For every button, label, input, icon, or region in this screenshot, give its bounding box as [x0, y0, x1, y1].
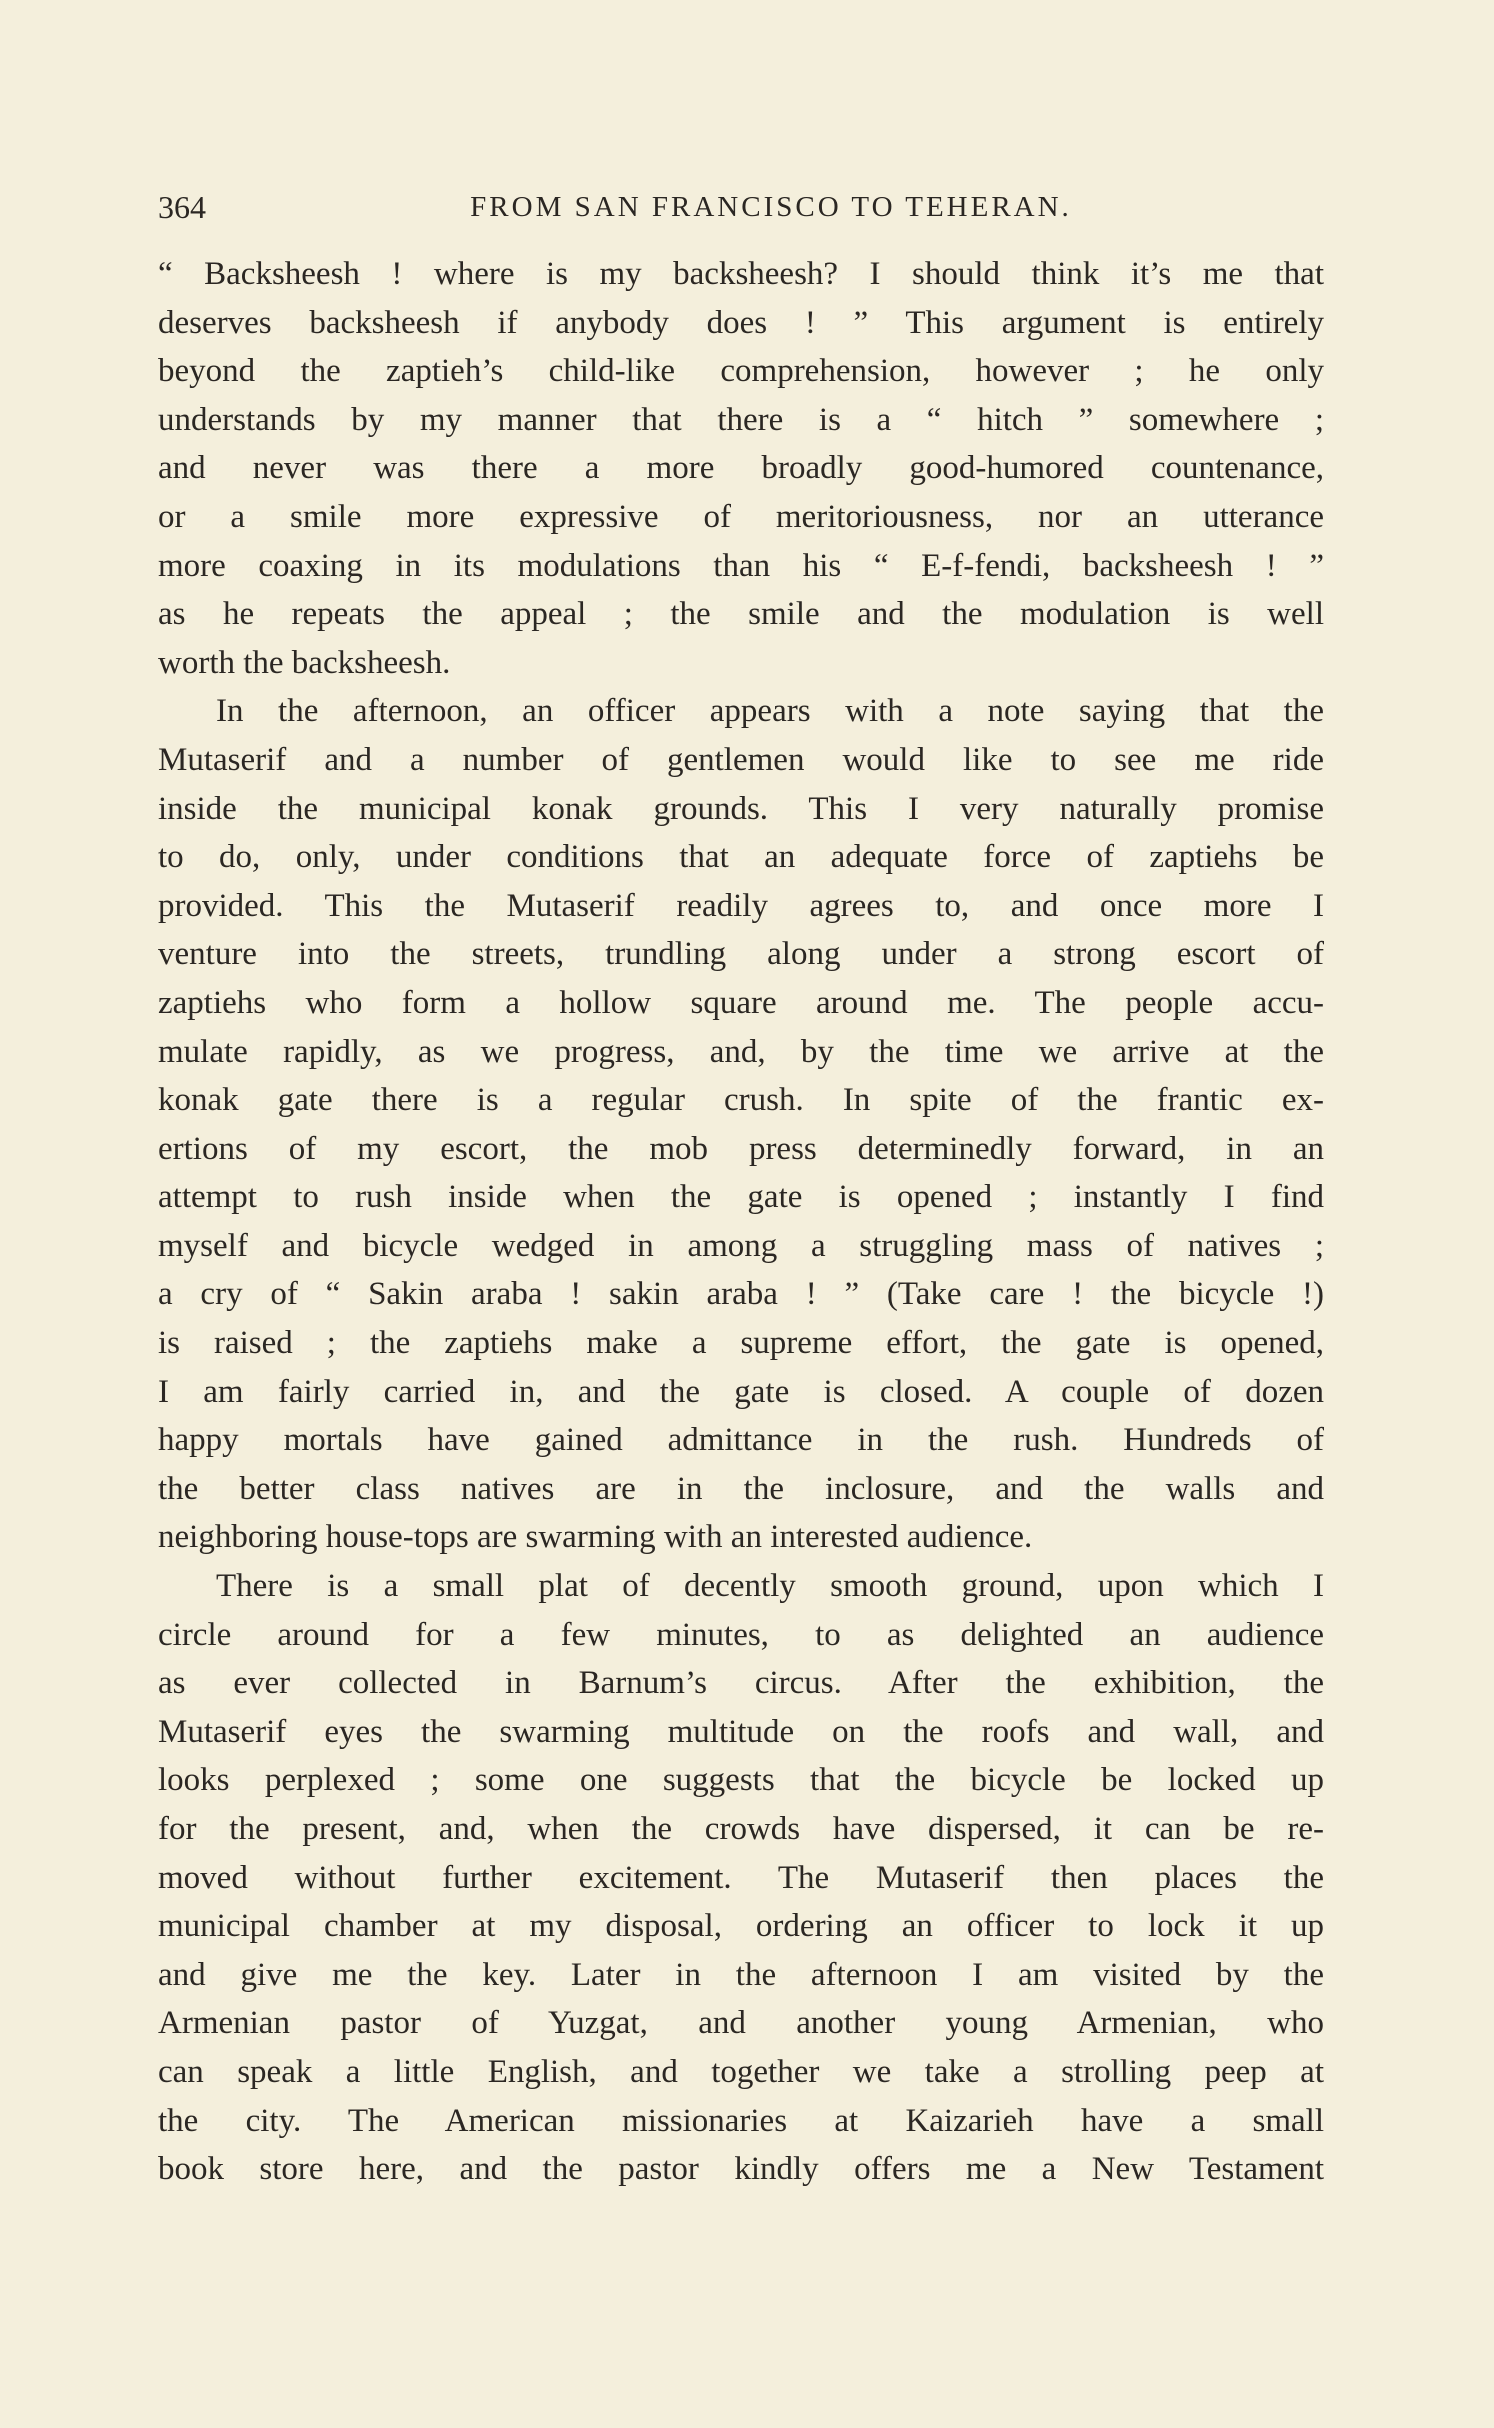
text-line: can speak a little English, and together we take a strolling peep at [158, 2053, 1324, 2090]
text-line: circle around for a few minutes, to as delighted an audience [158, 1616, 1324, 1653]
text-line: neighboring house-tops are swarming with an interested audience. [158, 1519, 1033, 1556]
text-line: inside the municipal konak grounds. This I very naturally promise [158, 790, 1324, 827]
text-line: and give me the key. Later in the afternoon I am visited by the [158, 1956, 1324, 1993]
text-line: more coaxing in its modulations than his “ E-f-fendi, backsheesh ! ” [158, 547, 1324, 584]
text-line: or a smile more expressive of meritoriousness, nor an utterance [158, 498, 1324, 535]
page-header [158, 186, 1324, 228]
text-line: moved without further excitement. The Mutaserif then places the [158, 1859, 1324, 1896]
text-line: In the afternoon, an officer appears with a note saying that the [216, 693, 1324, 730]
text-line: is raised ; the zaptiehs make a supreme effort, the gate is opened, [158, 1325, 1324, 1362]
running-title: FROM SAN FRANCISCO TO TEHERAN. [470, 191, 1072, 223]
text-line: I am fairly carried in, and the gate is closed. A couple of dozen [158, 1373, 1324, 1410]
text-line: deserves backsheesh if anybody does ! ” This argument is entirely [158, 304, 1324, 341]
text-line: Mutaserif and a number of gentlemen would like to see me ride [158, 741, 1324, 778]
text-line: looks perplexed ; some one suggests that the bicycle be locked up [158, 1762, 1324, 1799]
text-line: venture into the streets, trundling along under a strong escort of [158, 936, 1324, 973]
body-text [158, 250, 1324, 2194]
text-line: as he repeats the appeal ; the smile and the modulation is well [158, 596, 1324, 633]
text-line: as ever collected in Barnum’s circus. After the exhibition, the [158, 1665, 1324, 1702]
text-line: There is a small plat of decently smooth ground, upon which I [216, 1568, 1324, 1605]
text-line: the better class natives are in the inclosure, and the walls and [158, 1470, 1324, 1507]
page-number: 364 [158, 189, 206, 225]
text-line: ertions of my escort, the mob press determinedly forward, in an [158, 1130, 1324, 1167]
text-line: and never was there a more broadly good-humored countenance, [158, 450, 1324, 487]
text-line: attempt to rush inside when the gate is opened ; instantly I find [158, 1179, 1324, 1216]
text-line: a cry of “ Sakin araba ! sakin araba ! ” (Take care ! the bicycle !) [158, 1276, 1324, 1313]
text-line: Mutaserif eyes the swarming multitude on the roofs and wall, and [158, 1713, 1324, 1750]
text-line: happy mortals have gained admittance in the rush. Hundreds of [158, 1422, 1324, 1459]
text-line: for the present, and, when the crowds have dispersed, it can be re- [158, 1811, 1324, 1847]
book-page [158, 186, 1324, 2194]
text-line: provided. This the Mutaserif readily agrees to, and once more I [158, 887, 1324, 924]
text-line: “ Backsheesh ! where is my backsheesh? I should think it’s me that [158, 256, 1324, 292]
text-line: understands by my manner that there is a “ hitch ” somewhere ; [158, 401, 1324, 438]
text-line: the city. The American missionaries at Kaizarieh have a small [158, 2102, 1324, 2139]
text-line: to do, only, under conditions that an adequate force of zaptiehs be [158, 839, 1324, 876]
text-line: Armenian pastor of Yuzgat, and another young Armenian, who [158, 2005, 1324, 2042]
text-line: mulate rapidly, as we progress, and, by the time we arrive at the [158, 1033, 1324, 1070]
text-line: zaptiehs who form a hollow square around me. The people accu- [158, 984, 1324, 1021]
text-line: book store here, and the pastor kindly offers me a New Testament [158, 2151, 1324, 2188]
text-line: worth the backsheesh. [158, 644, 451, 681]
text-line: beyond the zaptieh’s child-like comprehension, however ; he only [158, 353, 1324, 390]
text-line: myself and bicycle wedged in among a struggling mass of natives ; [158, 1227, 1324, 1264]
text-line: municipal chamber at my disposal, ordering an officer to lock it up [158, 1908, 1324, 1945]
text-line: konak gate there is a regular crush. In spite of the frantic ex- [158, 1082, 1324, 1119]
